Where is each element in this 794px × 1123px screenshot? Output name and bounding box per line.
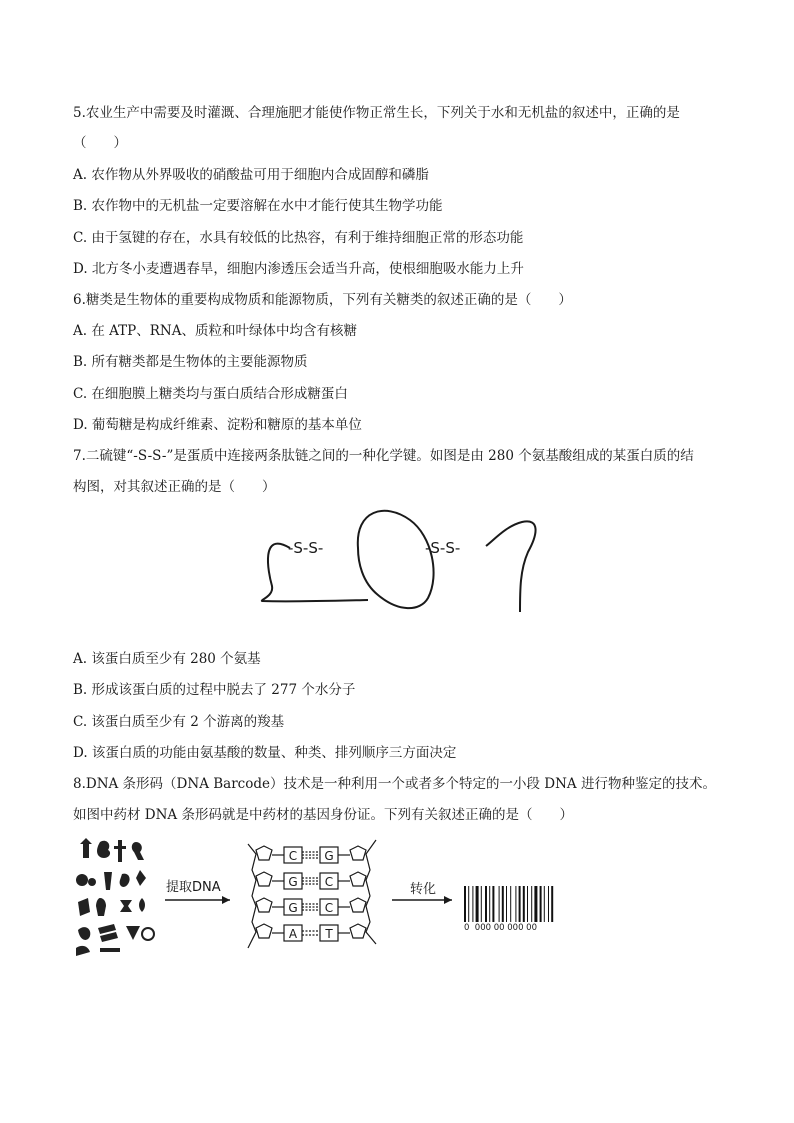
q5-stem-line2: （ ） [73, 135, 127, 151]
q6-option-a: A. 在 ATP、RNA、质粒和叶绿体中均含有核糖 [73, 323, 357, 339]
dna-double-strand [248, 840, 376, 948]
q6-stem: 6.糖类是生物体的重要构成物质和能源物质，下列有关糖类的叙述正确的是（ ） [73, 292, 572, 308]
left-disulfide-bond-label: -S-S- [288, 539, 324, 557]
right-peptide-chain [486, 521, 536, 612]
q6-option-d: D. 葡萄糖是构成纤维素、淀粉和糖原的基本单位 [73, 417, 362, 433]
extract-dna-label: 提取DNA [166, 880, 221, 895]
q7-option-c: C. 该蛋白质至少有 2 个游离的羧基 [73, 714, 285, 730]
base-right-2: C [324, 875, 334, 889]
q5-option-c: C. 由于氢键的存在，水具有较低的比热容，有利于维持细胞正常的形态功能 [73, 230, 524, 246]
q5-option-b: B. 农作物中的无机盐一定要溶解在水中才能行使其生物学功能 [73, 198, 443, 214]
q6-option-c: C. 在细胞膜上糖类均与蛋白质结合形成糖蛋白 [73, 386, 348, 402]
dna-barcode-figure [70, 836, 570, 966]
q5-stem-line1: 5.农业生产中需要及时灌溉、合理施肥才能使作物正常生长，下列关于水和无机盐的叙述中，正确的是 [73, 105, 680, 121]
barcode-digits: 0 000 00 000 00 [464, 923, 537, 933]
base-left-4: A [288, 927, 298, 941]
convert-label: 转化 [410, 882, 437, 897]
q7-option-b: B. 形成该蛋白质的过程中脱去了 277 个水分子 [73, 682, 356, 698]
q7-stem-line1: 7.二硫键“-S-S-”是蛋质中连接两条肽链之间的一种化学键。如图是由 280 个氨基酸组成的某蛋白质的结 [73, 448, 694, 464]
q5-option-d: D. 北方冬小麦遭遇春旱，细胞内渗透压会适当升高，使根细胞吸水能力上升 [73, 261, 524, 277]
base-right-4: T [325, 927, 333, 941]
base-right-3: C [324, 901, 334, 915]
q8-stem-line2: 如图中药材 DNA 条形码就是中药材的基因身份证。下列有关叙述正确的是（ ） [73, 807, 573, 823]
herb-illustration [76, 838, 154, 956]
middle-loop-chain [358, 511, 434, 608]
q7-option-a: A. 该蛋白质至少有 280 个氨基 [73, 651, 261, 667]
right-disulfide-bond-label: -S-S- [425, 539, 461, 557]
q7-stem-line2: 构图，对其叙述正确的是（ ） [73, 479, 276, 495]
base-left-1: C [288, 849, 298, 863]
convert-arrow-head [444, 896, 452, 904]
base-left-2: G [288, 875, 298, 889]
base-left-3: G [288, 901, 298, 915]
barcode-bars [464, 886, 553, 922]
extract-arrow-head [222, 896, 230, 904]
q7-option-d: D. 该蛋白质的功能由氨基酸的数量、种类、排列顺序三方面决定 [73, 745, 457, 761]
q8-stem-line1: 8.DNA 条形码（DNA Barcode）技术是一种利用一个或者多个特定的一小段 DNA 进行物种鉴定的技术。 [73, 776, 716, 792]
base-right-1: G [324, 849, 334, 863]
q6-option-b: B. 所有糖类都是生物体的主要能源物质 [73, 354, 308, 370]
q5-option-a: A. 农作物从外界吸收的硝酸盐可用于细胞内合成固醇和磷脂 [73, 167, 429, 183]
protein-structure-figure [250, 500, 540, 620]
